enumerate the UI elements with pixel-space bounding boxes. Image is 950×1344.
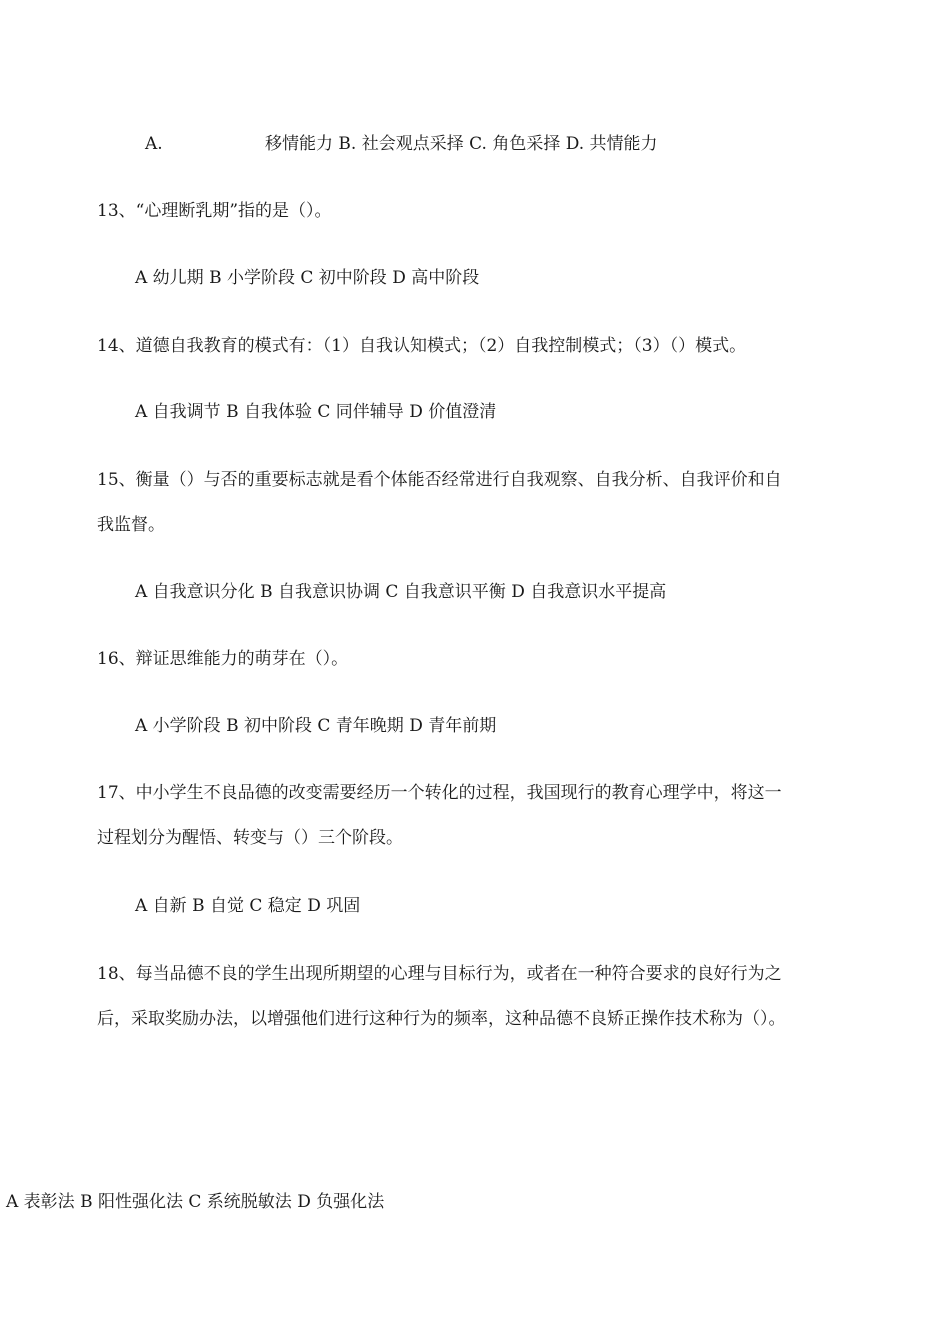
- question-18-stem-line1: 18、每当品德不良的学生出现所期望的心理与目标行为，或者在一种符合要求的良好行为之: [97, 964, 782, 984]
- question-17-stem-line1: 17、中小学生不良品德的改变需要经历一个转化的过程，我国现行的教育心理学中，将这一: [97, 783, 782, 803]
- question-17-stem-line2: 过程划分为醒悟、转变与（）三个阶段。: [97, 828, 403, 848]
- q12-option-a-label: A.: [145, 134, 163, 154]
- question-14-options: A 自我调节 B 自我体验 C 同伴辅导 D 价值澄清: [135, 402, 497, 422]
- question-18-stem-line2: 后，采取奖励办法，以增强他们进行这种行为的频率，这种品德不良矫正操作技术称为（）。: [97, 1009, 786, 1029]
- question-13-stem: 13、“心理断乳期”指的是（）。: [97, 201, 332, 221]
- question-14-stem: 14、道德自我教育的模式有：（1）自我认知模式；（2）自我控制模式；（3）（）模式。: [97, 336, 747, 356]
- question-15-stem-line2: 我监督。: [97, 515, 165, 535]
- q12-options: 移情能力 B. 社会观点采择 C. 角色采择 D. 共情能力: [265, 134, 658, 154]
- question-16-stem: 16、辩证思维能力的萌芽在（）。: [97, 649, 349, 669]
- question-15-options: A 自我意识分化 B 自我意识协调 C 自我意识平衡 D 自我意识水平提高: [135, 582, 667, 602]
- question-13-options: A 幼儿期 B 小学阶段 C 初中阶段 D 高中阶段: [135, 268, 480, 288]
- question-18-options: A 表彰法 B 阳性强化法 C 系统脱敏法 D 负强化法: [6, 1192, 385, 1212]
- question-17-options: A 自新 B 自觉 C 稳定 D 巩固: [135, 896, 361, 916]
- question-16-options: A 小学阶段 B 初中阶段 C 青年晚期 D 青年前期: [135, 716, 497, 736]
- question-15-stem-line1: 15、衡量（）与否的重要标志就是看个体能否经常进行自我观察、自我分析、自我评价和自: [97, 470, 782, 490]
